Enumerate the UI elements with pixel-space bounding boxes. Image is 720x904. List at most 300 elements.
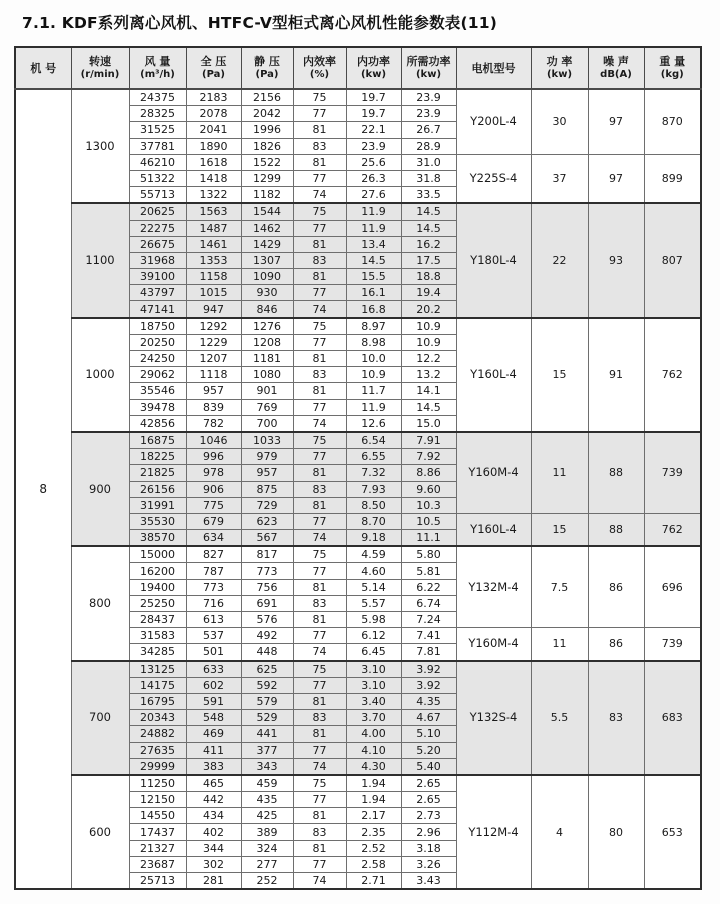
cell-required-power: 20.2: [401, 301, 456, 318]
cell-total-pressure: 1046: [186, 432, 241, 449]
cell-noise: 86: [588, 546, 644, 627]
table-row: [15, 89, 701, 106]
cell-total-pressure: 1118: [186, 367, 241, 383]
header-motor-model: [456, 47, 531, 89]
cell-speed: 1100: [71, 203, 129, 317]
cell-total-pressure: 2078: [186, 106, 241, 122]
cell-internal-power: 8.70: [346, 513, 401, 529]
cell-air-volume: 35546: [129, 383, 186, 399]
cell-efficiency: 75: [293, 318, 346, 335]
header-noise-label: 噪 声: [603, 55, 629, 68]
cell-required-power: 2.65: [401, 775, 456, 792]
cell-total-pressure: 2183: [186, 89, 241, 106]
cell-motor-model: Y160L-4: [456, 318, 531, 432]
header-air-volume: [129, 47, 186, 89]
header-static-pressure-label: 静 压: [254, 55, 280, 68]
cell-static-pressure: 579: [241, 693, 293, 709]
cell-motor-model: Y225S-4: [456, 154, 531, 203]
header-motor-model-label: 电机型号: [471, 61, 516, 75]
cell-internal-power: 4.60: [346, 563, 401, 579]
header-internal-power-label: 内功率: [357, 55, 390, 68]
cell-required-power: 14.1: [401, 383, 456, 399]
cell-required-power: 5.81: [401, 563, 456, 579]
cell-machine-no: 8: [15, 89, 71, 889]
header-efficiency-sub: (%): [309, 69, 330, 80]
cell-total-pressure: 302: [186, 856, 241, 872]
cell-static-pressure: 1299: [241, 170, 293, 186]
cell-air-volume: 17437: [129, 824, 186, 840]
cell-required-power: 5.80: [401, 546, 456, 563]
cell-static-pressure: 324: [241, 840, 293, 856]
cell-efficiency: 81: [293, 154, 346, 170]
cell-total-pressure: 906: [186, 481, 241, 497]
cell-internal-power: 4.10: [346, 742, 401, 758]
cell-total-pressure: 402: [186, 824, 241, 840]
cell-motor-model: Y160M-4: [456, 628, 531, 661]
cell-required-power: 14.5: [401, 220, 456, 236]
cell-noise: 93: [588, 203, 644, 317]
cell-air-volume: 31583: [129, 628, 186, 644]
cell-internal-power: 2.17: [346, 808, 401, 824]
cell-noise: 88: [588, 432, 644, 513]
cell-internal-power: 3.40: [346, 693, 401, 709]
table-row: [15, 318, 701, 335]
cell-efficiency: 74: [293, 187, 346, 204]
cell-air-volume: 18225: [129, 449, 186, 465]
cell-weight: 899: [644, 154, 701, 203]
cell-air-volume: 47141: [129, 301, 186, 318]
cell-internal-power: 3.10: [346, 661, 401, 678]
cell-weight: 762: [644, 318, 701, 432]
cell-efficiency: 83: [293, 595, 346, 611]
cell-efficiency: 77: [293, 742, 346, 758]
table-header: [15, 47, 701, 89]
cell-air-volume: 39100: [129, 269, 186, 285]
cell-required-power: 26.7: [401, 122, 456, 138]
cell-total-pressure: 344: [186, 840, 241, 856]
cell-internal-power: 4.30: [346, 758, 401, 775]
header-motor-power-label: 功 率: [546, 55, 573, 68]
cell-required-power: 2.96: [401, 824, 456, 840]
cell-motor-model: Y132M-4: [456, 546, 531, 627]
cell-total-pressure: 957: [186, 383, 241, 399]
cell-efficiency: 81: [293, 808, 346, 824]
cell-speed: 1300: [71, 89, 129, 203]
cell-total-pressure: 1353: [186, 252, 241, 268]
cell-air-volume: 19400: [129, 579, 186, 595]
cell-static-pressure: 2156: [241, 89, 293, 106]
cell-total-pressure: 633: [186, 661, 241, 678]
header-noise-sub: dB(A): [600, 69, 632, 80]
cell-static-pressure: 377: [241, 742, 293, 758]
header-speed-sub: (r/min): [80, 69, 120, 80]
cell-required-power: 3.43: [401, 873, 456, 890]
cell-required-power: 19.4: [401, 285, 456, 301]
header-speed: [71, 47, 129, 89]
cell-required-power: 5.10: [401, 726, 456, 742]
cell-total-pressure: 434: [186, 808, 241, 824]
cell-total-pressure: 1890: [186, 138, 241, 154]
cell-internal-power: 11.9: [346, 203, 401, 220]
cell-total-pressure: 716: [186, 595, 241, 611]
cell-internal-power: 1.94: [346, 775, 401, 792]
table-row: [15, 432, 701, 449]
cell-required-power: 9.60: [401, 481, 456, 497]
cell-efficiency: 81: [293, 497, 346, 513]
cell-air-volume: 23687: [129, 856, 186, 872]
cell-internal-power: 3.70: [346, 710, 401, 726]
cell-static-pressure: 567: [241, 530, 293, 547]
cell-required-power: 33.5: [401, 187, 456, 204]
cell-total-pressure: 839: [186, 399, 241, 415]
cell-internal-power: 8.97: [346, 318, 401, 335]
cell-static-pressure: 389: [241, 824, 293, 840]
cell-static-pressure: 1544: [241, 203, 293, 220]
cell-air-volume: 16795: [129, 693, 186, 709]
cell-motor-model: Y180L-4: [456, 203, 531, 317]
cell-efficiency: 75: [293, 432, 346, 449]
cell-static-pressure: 769: [241, 399, 293, 415]
cell-required-power: 3.92: [401, 677, 456, 693]
cell-air-volume: 25250: [129, 595, 186, 611]
cell-weight: 683: [644, 661, 701, 775]
cell-efficiency: 74: [293, 530, 346, 547]
cell-air-volume: 15000: [129, 546, 186, 563]
cell-efficiency: 83: [293, 252, 346, 268]
cell-internal-power: 14.5: [346, 252, 401, 268]
cell-efficiency: 81: [293, 579, 346, 595]
cell-required-power: 8.86: [401, 465, 456, 481]
cell-motor-power: 37: [531, 154, 588, 203]
cell-air-volume: 39478: [129, 399, 186, 415]
cell-total-pressure: 1563: [186, 203, 241, 220]
header-weight: [644, 47, 701, 89]
cell-efficiency: 77: [293, 563, 346, 579]
cell-efficiency: 81: [293, 122, 346, 138]
cell-internal-power: 2.58: [346, 856, 401, 872]
cell-static-pressure: 425: [241, 808, 293, 824]
cell-required-power: 6.22: [401, 579, 456, 595]
cell-air-volume: 55713: [129, 187, 186, 204]
cell-air-volume: 24882: [129, 726, 186, 742]
cell-internal-power: 9.18: [346, 530, 401, 547]
cell-efficiency: 74: [293, 415, 346, 432]
cell-total-pressure: 501: [186, 644, 241, 661]
cell-total-pressure: 1418: [186, 170, 241, 186]
header-static-pressure-sub: (Pa): [255, 69, 279, 80]
cell-efficiency: 77: [293, 449, 346, 465]
cell-efficiency: 77: [293, 856, 346, 872]
cell-noise: 80: [588, 775, 644, 889]
cell-static-pressure: 343: [241, 758, 293, 775]
cell-air-volume: 43797: [129, 285, 186, 301]
cell-static-pressure: 1307: [241, 252, 293, 268]
cell-motor-model: Y200L-4: [456, 89, 531, 154]
cell-static-pressure: 492: [241, 628, 293, 644]
cell-air-volume: 24250: [129, 351, 186, 367]
cell-required-power: 13.2: [401, 367, 456, 383]
cell-air-volume: 26675: [129, 236, 186, 252]
cell-air-volume: 42856: [129, 415, 186, 432]
cell-air-volume: 20625: [129, 203, 186, 220]
cell-required-power: 18.8: [401, 269, 456, 285]
cell-static-pressure: 1996: [241, 122, 293, 138]
header-machine-no: [15, 47, 71, 89]
cell-internal-power: 22.1: [346, 122, 401, 138]
cell-weight: 653: [644, 775, 701, 889]
cell-air-volume: 22275: [129, 220, 186, 236]
cell-total-pressure: 978: [186, 465, 241, 481]
cell-total-pressure: 1461: [186, 236, 241, 252]
cell-efficiency: 77: [293, 170, 346, 186]
cell-total-pressure: 1618: [186, 154, 241, 170]
cell-internal-power: 15.5: [346, 269, 401, 285]
cell-required-power: 7.92: [401, 449, 456, 465]
cell-static-pressure: 756: [241, 579, 293, 595]
cell-motor-power: 30: [531, 89, 588, 154]
cell-total-pressure: 1487: [186, 220, 241, 236]
cell-noise: 91: [588, 318, 644, 432]
cell-efficiency: 77: [293, 513, 346, 529]
cell-air-volume: 35530: [129, 513, 186, 529]
cell-internal-power: 7.32: [346, 465, 401, 481]
cell-total-pressure: 996: [186, 449, 241, 465]
cell-internal-power: 1.94: [346, 792, 401, 808]
performance-table: [14, 46, 702, 890]
cell-air-volume: 46210: [129, 154, 186, 170]
cell-total-pressure: 602: [186, 677, 241, 693]
cell-efficiency: 75: [293, 775, 346, 792]
cell-static-pressure: 1429: [241, 236, 293, 252]
cell-total-pressure: 411: [186, 742, 241, 758]
cell-static-pressure: 1182: [241, 187, 293, 204]
cell-static-pressure: 1080: [241, 367, 293, 383]
table-row: [15, 661, 701, 678]
cell-motor-power: 4: [531, 775, 588, 889]
cell-total-pressure: 469: [186, 726, 241, 742]
cell-static-pressure: 625: [241, 661, 293, 678]
cell-efficiency: 81: [293, 840, 346, 856]
cell-total-pressure: 773: [186, 579, 241, 595]
cell-motor-model: Y112M-4: [456, 775, 531, 889]
cell-internal-power: 19.7: [346, 89, 401, 106]
cell-air-volume: 37781: [129, 138, 186, 154]
cell-efficiency: 74: [293, 644, 346, 661]
cell-air-volume: 29062: [129, 367, 186, 383]
cell-speed: 600: [71, 775, 129, 889]
cell-efficiency: 77: [293, 792, 346, 808]
cell-air-volume: 31968: [129, 252, 186, 268]
cell-internal-power: 16.1: [346, 285, 401, 301]
cell-internal-power: 6.45: [346, 644, 401, 661]
cell-required-power: 12.2: [401, 351, 456, 367]
cell-total-pressure: 613: [186, 612, 241, 628]
cell-weight: 807: [644, 203, 701, 317]
cell-efficiency: 83: [293, 481, 346, 497]
cell-static-pressure: 1033: [241, 432, 293, 449]
cell-motor-model: Y160L-4: [456, 513, 531, 546]
cell-static-pressure: 592: [241, 677, 293, 693]
cell-static-pressure: 277: [241, 856, 293, 872]
cell-motor-power: 15: [531, 513, 588, 546]
cell-air-volume: 11250: [129, 775, 186, 792]
cell-static-pressure: 2042: [241, 106, 293, 122]
cell-weight: 762: [644, 513, 701, 546]
cell-air-volume: 13125: [129, 661, 186, 678]
cell-air-volume: 14175: [129, 677, 186, 693]
cell-efficiency: 81: [293, 383, 346, 399]
cell-required-power: 10.9: [401, 318, 456, 335]
cell-total-pressure: 1322: [186, 187, 241, 204]
cell-weight: 739: [644, 628, 701, 661]
header-air-volume-label: 风 量: [144, 55, 171, 68]
cell-efficiency: 81: [293, 612, 346, 628]
cell-static-pressure: 979: [241, 449, 293, 465]
cell-efficiency: 75: [293, 546, 346, 563]
cell-noise: 97: [588, 89, 644, 154]
cell-efficiency: 83: [293, 367, 346, 383]
cell-internal-power: 26.3: [346, 170, 401, 186]
header-weight-label: 重 量: [659, 55, 686, 68]
cell-internal-power: 5.57: [346, 595, 401, 611]
cell-static-pressure: 435: [241, 792, 293, 808]
cell-motor-power: 11: [531, 432, 588, 513]
cell-internal-power: 10.0: [346, 351, 401, 367]
header-static-pressure: [241, 47, 293, 89]
cell-total-pressure: 827: [186, 546, 241, 563]
cell-motor-power: 7.5: [531, 546, 588, 627]
cell-internal-power: 3.10: [346, 677, 401, 693]
cell-internal-power: 7.93: [346, 481, 401, 497]
table-body: [15, 89, 701, 889]
table-row: [15, 775, 701, 792]
cell-static-pressure: 459: [241, 775, 293, 792]
cell-motor-power: 5.5: [531, 661, 588, 775]
header-machine-no-label: 机 号: [30, 61, 57, 75]
cell-static-pressure: 700: [241, 415, 293, 432]
cell-motor-model: Y160M-4: [456, 432, 531, 513]
cell-internal-power: 4.59: [346, 546, 401, 563]
header-required-power: [401, 47, 456, 89]
cell-air-volume: 16875: [129, 432, 186, 449]
cell-internal-power: 2.71: [346, 873, 401, 890]
cell-air-volume: 21327: [129, 840, 186, 856]
cell-efficiency: 83: [293, 138, 346, 154]
cell-internal-power: 6.54: [346, 432, 401, 449]
cell-internal-power: 12.6: [346, 415, 401, 432]
cell-air-volume: 14550: [129, 808, 186, 824]
cell-static-pressure: 875: [241, 481, 293, 497]
cell-total-pressure: 2041: [186, 122, 241, 138]
cell-static-pressure: 448: [241, 644, 293, 661]
header-internal-power-sub: (kw): [360, 69, 387, 80]
cell-efficiency: 77: [293, 334, 346, 350]
cell-total-pressure: 634: [186, 530, 241, 547]
cell-efficiency: 74: [293, 873, 346, 890]
cell-total-pressure: 787: [186, 563, 241, 579]
cell-noise: 97: [588, 154, 644, 203]
cell-efficiency: 81: [293, 269, 346, 285]
cell-efficiency: 81: [293, 693, 346, 709]
cell-required-power: 7.91: [401, 432, 456, 449]
cell-required-power: 10.9: [401, 334, 456, 350]
cell-internal-power: 11.9: [346, 399, 401, 415]
cell-internal-power: 11.9: [346, 220, 401, 236]
table-row: [15, 546, 701, 563]
cell-total-pressure: 1015: [186, 285, 241, 301]
cell-total-pressure: 383: [186, 758, 241, 775]
cell-efficiency: 75: [293, 89, 346, 106]
header-noise: [588, 47, 644, 89]
cell-total-pressure: 281: [186, 873, 241, 890]
cell-total-pressure: 1229: [186, 334, 241, 350]
header-required-power-label: 所需功率: [406, 55, 451, 68]
cell-static-pressure: 252: [241, 873, 293, 890]
cell-required-power: 14.5: [401, 399, 456, 415]
cell-speed: 1000: [71, 318, 129, 432]
cell-weight: 739: [644, 432, 701, 513]
cell-noise: 83: [588, 661, 644, 775]
cell-weight: 870: [644, 89, 701, 154]
cell-total-pressure: 465: [186, 775, 241, 792]
cell-air-volume: 12150: [129, 792, 186, 808]
cell-total-pressure: 1158: [186, 269, 241, 285]
cell-total-pressure: 591: [186, 693, 241, 709]
cell-static-pressure: 817: [241, 546, 293, 563]
cell-required-power: 23.9: [401, 106, 456, 122]
cell-internal-power: 10.9: [346, 367, 401, 383]
cell-air-volume: 34285: [129, 644, 186, 661]
header-efficiency-label: 内效率: [303, 55, 336, 68]
cell-air-volume: 18750: [129, 318, 186, 335]
cell-efficiency: 77: [293, 220, 346, 236]
cell-motor-power: 11: [531, 628, 588, 661]
cell-static-pressure: 1181: [241, 351, 293, 367]
cell-air-volume: 20250: [129, 334, 186, 350]
header-air-volume-sub: (m³/h): [140, 69, 175, 80]
cell-required-power: 23.9: [401, 89, 456, 106]
cell-internal-power: 11.7: [346, 383, 401, 399]
cell-internal-power: 5.98: [346, 612, 401, 628]
header-total-pressure: [186, 47, 241, 89]
cell-static-pressure: 1276: [241, 318, 293, 335]
cell-static-pressure: 930: [241, 285, 293, 301]
cell-air-volume: 27635: [129, 742, 186, 758]
cell-efficiency: 74: [293, 301, 346, 318]
header-speed-label: 转速: [89, 55, 111, 68]
cell-required-power: 3.26: [401, 856, 456, 872]
cell-total-pressure: 537: [186, 628, 241, 644]
cell-required-power: 10.3: [401, 497, 456, 513]
cell-required-power: 5.20: [401, 742, 456, 758]
cell-static-pressure: 1826: [241, 138, 293, 154]
cell-internal-power: 19.7: [346, 106, 401, 122]
cell-required-power: 4.67: [401, 710, 456, 726]
cell-total-pressure: 679: [186, 513, 241, 529]
cell-required-power: 10.5: [401, 513, 456, 529]
cell-total-pressure: 548: [186, 710, 241, 726]
cell-total-pressure: 782: [186, 415, 241, 432]
header-total-pressure-sub: (Pa): [202, 69, 225, 80]
cell-efficiency: 81: [293, 236, 346, 252]
cell-weight: 696: [644, 546, 701, 627]
cell-internal-power: 6.12: [346, 628, 401, 644]
cell-internal-power: 2.52: [346, 840, 401, 856]
cell-noise: 86: [588, 628, 644, 661]
cell-required-power: 3.92: [401, 661, 456, 678]
cell-static-pressure: 1208: [241, 334, 293, 350]
cell-speed: 700: [71, 661, 129, 775]
